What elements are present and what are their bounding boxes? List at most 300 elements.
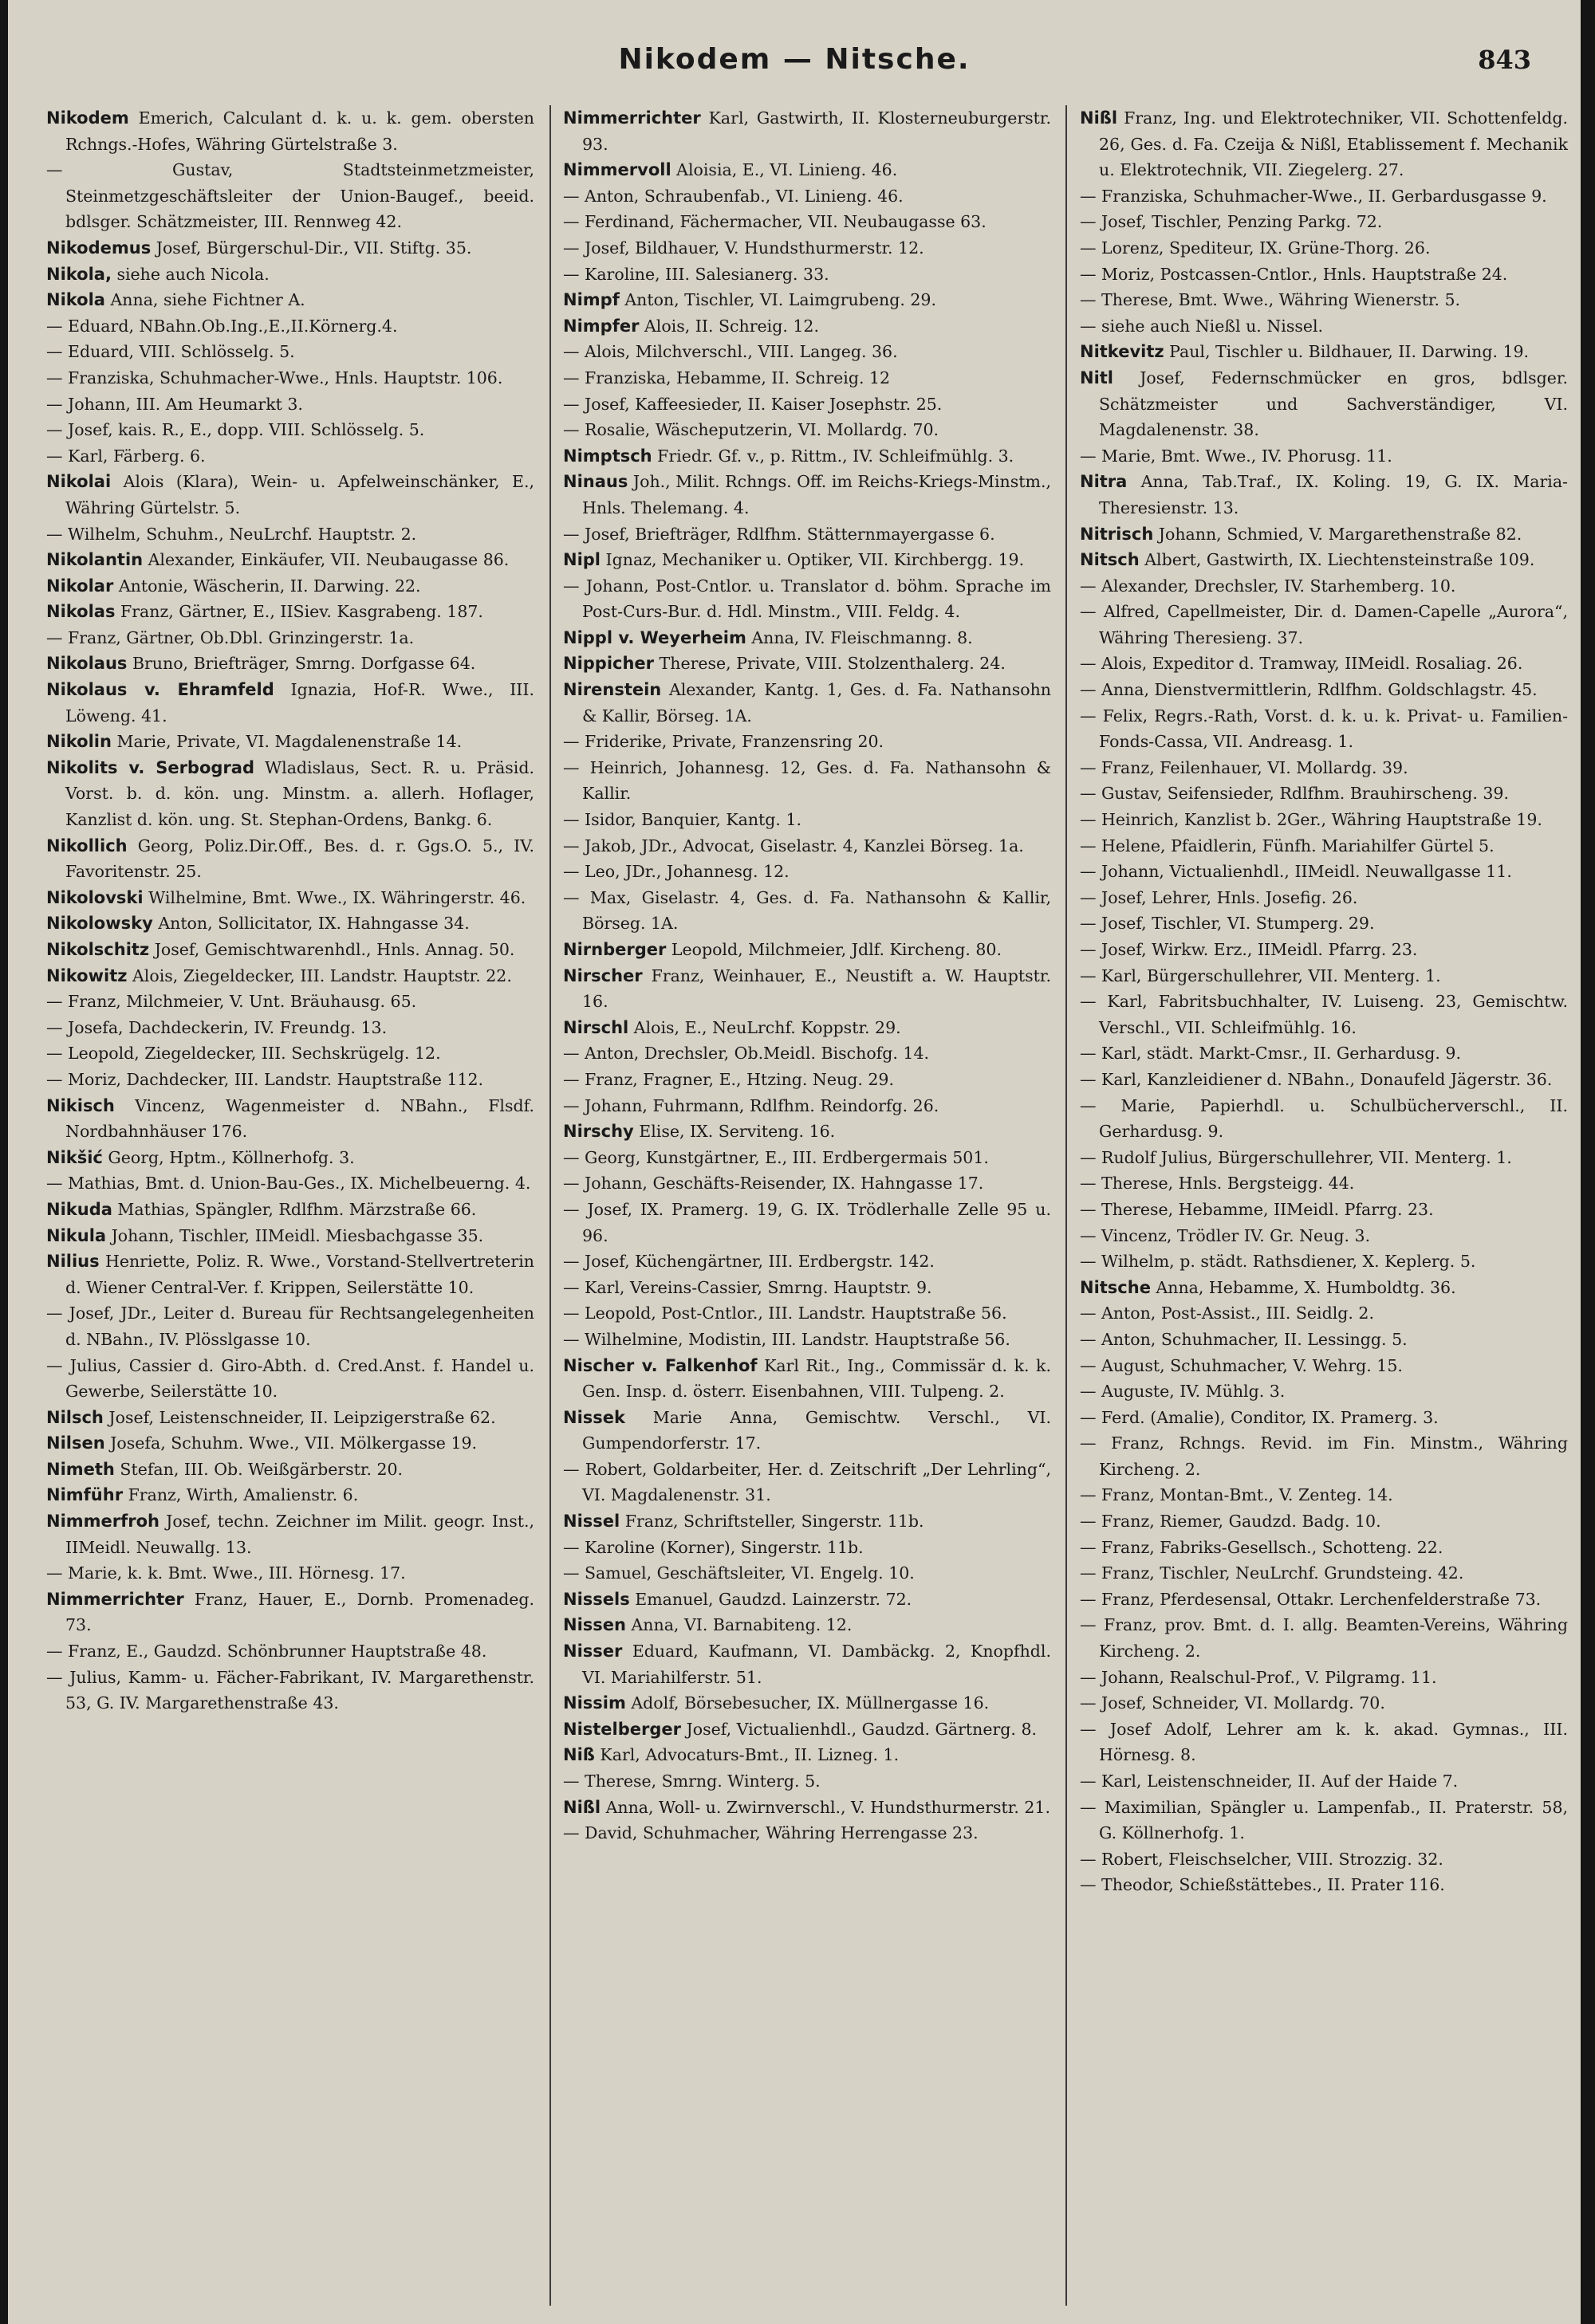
entry-text: — Anton, Schraubenfab., VI. Linieng. 46. — [563, 186, 904, 206]
directory-entry — [46, 1223, 534, 1249]
entry-text: Karl, Advocaturs-Bmt., II. Lizneg. 1. — [594, 1745, 900, 1765]
directory-entry — [563, 1249, 1051, 1275]
entry-text: — Franz, Tischler, NeuLrchf. Grundsteing. 42. — [1080, 1563, 1464, 1583]
directory-entry — [563, 625, 1051, 651]
entry-text: — Robert, Fleischselcher, VIII. Strozzig. 32. — [1080, 1849, 1443, 1869]
directory-entry — [1080, 1040, 1568, 1067]
directory-entry — [46, 1457, 534, 1483]
entry-text: — Karoline (Korner), Singerstr. 11b. — [563, 1537, 864, 1557]
entry-text: — Karl, Fabritsbuchhalter, IV. Luiseng. 23, Gemischtw. Verschl., VII. Schleifmühlg. 16. — [1080, 992, 1568, 1037]
directory-entry — [1080, 1716, 1568, 1768]
entry-text: — Wilhelm, p. städt. Rathsdiener, X. Keplerg. 5. — [1080, 1252, 1476, 1272]
entry-text: — Karl, städt. Markt-Cmsr., II. Gerhardusg. 9. — [1080, 1044, 1461, 1064]
entry-surname: Nikola, — [46, 264, 112, 284]
entry-text: Josef, Victualienhdl., Gaudzd. Gärtnerg. 8. — [681, 1719, 1038, 1739]
directory-entry — [1080, 521, 1568, 548]
directory-entry — [1080, 807, 1568, 833]
entry-text: Friedr. Gf. v., p. Rittm., IV. Schleifmühlg. 3. — [652, 446, 1014, 466]
directory-entry — [46, 910, 534, 937]
directory-entry — [1080, 1535, 1568, 1561]
entry-surname: Nissek — [563, 1407, 625, 1427]
entry-text: — Gustav, Seifensieder, Rdlfhm. Brauhirscheng. 39. — [1080, 784, 1509, 804]
directory-entry — [563, 1093, 1051, 1119]
entry-text: — Franziska, Schuhmacher-Wwe., II. Gerbardusgasse 9. — [1080, 186, 1547, 206]
entry-text: — Ferd. (Amalie), Conditor, IX. Pramerg. 3. — [1080, 1407, 1439, 1427]
entry-text: — Auguste, IV. Mühlg. 3. — [1080, 1382, 1286, 1402]
entry-text: — Moriz, Postcassen-Cntlor., Hnls. Hauptstraße 24. — [1080, 264, 1508, 284]
entry-surname: Nilsch — [46, 1407, 104, 1427]
entry-surname: Nikisch — [46, 1095, 115, 1115]
directory-entry — [46, 235, 534, 261]
column-3 — [1080, 105, 1568, 2306]
directory-entry — [563, 1508, 1051, 1535]
entry-surname: Nitsche — [1080, 1277, 1151, 1297]
entry-text: — Franz, Milchmeier, V. Unt. Bräuhausg. 65. — [46, 992, 417, 1012]
entry-surname: Nissim — [563, 1693, 626, 1713]
directory-entry — [46, 1665, 534, 1716]
directory-entry — [563, 651, 1051, 677]
entry-text: — Robert, Goldarbeiter, Her. d. Zeitschrift „Der Lehrling“, VI. Magdalenenstr. 31. — [563, 1459, 1051, 1505]
directory-entry — [46, 599, 534, 625]
directory-entry — [1080, 573, 1568, 600]
entry-text: — Marie, k. k. Bmt. Wwe., III. Hörnesg. 17. — [46, 1563, 406, 1583]
entry-text: — Johann, Victualienhdl., IIMeidl. Neuwallgasse 11. — [1080, 862, 1512, 882]
directory-entry — [1080, 339, 1568, 365]
directory-entry — [563, 1768, 1051, 1795]
directory-entry — [563, 443, 1051, 470]
entry-surname: Nikowitz — [46, 965, 128, 985]
entry-surname: Nißl — [563, 1797, 601, 1817]
directory-entry — [563, 1690, 1051, 1716]
entry-text: — Mathias, Bmt. d. Union-Bau-Ges., IX. Michelbeuerng. 4. — [46, 1174, 531, 1193]
directory-entry — [563, 937, 1051, 963]
directory-entry — [1080, 859, 1568, 885]
entry-text: Albert, Gastwirth, IX. Liechtensteinstraße 109. — [1139, 550, 1535, 570]
columns — [46, 105, 1569, 2306]
entry-text: — Franz, Fragner, E., Htzing. Neug. 29. — [563, 1069, 894, 1089]
directory-entry — [46, 417, 534, 443]
entry-text: Anna, IV. Fleischmanng. 8. — [746, 627, 973, 647]
entry-surname: Nimmerrichter — [563, 108, 701, 128]
entry-text: — Franz, Feilenhauer, VI. Mollardg. 39. — [1080, 757, 1408, 777]
directory-entry — [563, 1015, 1051, 1041]
directory-entry — [46, 1197, 534, 1223]
directory-entry — [1080, 469, 1568, 521]
directory-entry — [46, 1015, 534, 1041]
entry-text: Marie Anna, Gemischtw. Verschl., VI. Gumpendorferstr. 17. — [582, 1407, 1051, 1453]
directory-entry — [46, 1093, 534, 1145]
entry-text: — Julius, Cassier d. Giro-Abth. d. Cred.Anst. f. Handel u. Gewerbe, Seilerstätte 10. — [46, 1355, 534, 1402]
entry-surname: Nikolaus — [46, 654, 128, 674]
entry-surname: Nikodem — [46, 108, 129, 128]
entry-text: — Felix, Regrs.-Rath, Vorst. d. k. u. k. Privat- u. Familien-Fonds-Cassa, VII. Andreasg. 1. — [1080, 706, 1568, 752]
column-divider — [1065, 105, 1067, 2306]
entry-text: — Georg, Kunstgärtner, E., III. Erdbergermais 501. — [563, 1147, 989, 1167]
directory-entry — [46, 755, 534, 833]
directory-entry — [46, 651, 534, 677]
running-head: Nikodem — Nitsche. — [618, 43, 971, 76]
entry-text: — Josef, Tischler, VI. Stumperg. 29. — [1080, 914, 1375, 934]
entry-text: Alois, E., NeuLrchf. Koppstr. 29. — [628, 1017, 901, 1037]
directory-entry — [563, 183, 1051, 210]
entry-text: — Karl, Kanzleidiener d. NBahn., Donaufeld Jägerstr. 36. — [1080, 1069, 1553, 1089]
entry-surname: Nikolowsky — [46, 914, 153, 934]
entry-text: — Eduard, NBahn.Ob.Ing.,E.,II.Körnerg.4. — [46, 316, 398, 336]
entry-text: — Leopold, Ziegeldecker, III. Sechskrügelg. 12. — [46, 1044, 441, 1064]
directory-entry — [46, 1040, 534, 1067]
directory-entry — [46, 547, 534, 573]
entry-text: — Anton, Schuhmacher, II. Lessingg. 5. — [1080, 1329, 1408, 1349]
directory-entry — [1080, 1508, 1568, 1535]
entry-text: — Karoline, III. Salesianerg. 33. — [563, 264, 829, 284]
directory-entry — [1080, 1223, 1568, 1249]
entry-surname: Nimpfer — [563, 316, 640, 336]
entry-text: Joh., Milit. Rchngs. Off. im Reichs-Kriegs-Minstm., Hnls. Thelemang. 4. — [582, 472, 1051, 517]
entry-text: — Ferdinand, Fächermacher, VII. Neubaugasse 63. — [563, 212, 987, 232]
directory-entry — [563, 261, 1051, 288]
entry-text: Anna, Woll- u. Zwirnverschl., V. Hundsthurmerstr. 21. — [601, 1797, 1050, 1817]
directory-entry — [1080, 1327, 1568, 1353]
directory-entry — [1080, 1275, 1568, 1301]
entry-text: — Franz, Montan-Bmt., V. Zenteg. 14. — [1080, 1485, 1393, 1505]
directory-entry — [46, 1405, 534, 1431]
directory-entry — [563, 1067, 1051, 1093]
column-1 — [46, 105, 534, 2306]
entry-text: — Josef, JDr., Leiter d. Bureau für Rechtsangelegenheiten d. NBahn., IV. Plösslgasse 10. — [46, 1304, 534, 1349]
directory-entry — [563, 1587, 1051, 1613]
directory-entry — [46, 1482, 534, 1508]
entry-text: — Franz, Rchngs. Revid. im Fin. Minstm., Währing Kircheng. 2. — [1080, 1433, 1568, 1479]
directory-entry — [1080, 1768, 1568, 1795]
entry-text: — Johann, Fuhrmann, Rdlfhm. Reindorfg. 26. — [563, 1095, 939, 1115]
entry-text: — Karl, Vereins-Cassier, Smrng. Hauptstr. 9. — [563, 1277, 932, 1297]
entry-surname: Nikšić — [46, 1147, 103, 1167]
entry-text: Karl Rit., Ing., Commissär d. k. k. Gen. Insp. d. österr. Eisenbahnen, VIII. Tulpeng. 2. — [582, 1355, 1051, 1402]
directory-entry — [1080, 677, 1568, 703]
entry-text: Josefa, Schuhm. Wwe., VII. Mölkergasse 19. — [104, 1433, 478, 1453]
entry-surname: Nikolantin — [46, 550, 144, 570]
entry-text: — August, Schuhmacher, V. Wehrg. 15. — [1080, 1355, 1403, 1375]
directory-entry — [46, 521, 534, 548]
directory-entry — [1080, 1612, 1568, 1664]
entry-surname: Nippicher — [563, 654, 655, 674]
directory-entry — [46, 391, 534, 418]
entry-text: Franz, Wirth, Amalienstr. 6. — [123, 1485, 359, 1505]
entry-text: Alois (Klara), Wein- u. Apfelweinschänker, E., Währing Gürtelstr. 5. — [65, 472, 534, 517]
directory-entry — [1080, 1846, 1568, 1873]
entry-surname: Nimeth — [46, 1459, 115, 1479]
directory-entry — [1080, 910, 1568, 937]
directory-entry — [563, 1716, 1051, 1743]
entry-text: Mathias, Spängler, Rdlfhm. Märzstraße 66. — [112, 1199, 477, 1219]
directory-entry — [46, 339, 534, 365]
directory-entry — [563, 1327, 1051, 1353]
directory-entry — [46, 677, 534, 729]
entry-surname: Nirschy — [563, 1122, 634, 1142]
directory-entry — [46, 1300, 534, 1352]
entry-text: — Rudolf Julius, Bürgerschullehrer, VII. Menterg. 1. — [1080, 1147, 1512, 1167]
directory-entry — [563, 677, 1051, 729]
entry-text: — Anton, Post-Assist., III. Seidlg. 2. — [1080, 1304, 1374, 1323]
entry-text: Josef, Gemischtwarenhdl., Hnls. Annag. 50. — [149, 940, 515, 959]
entry-surname: Nikolin — [46, 732, 112, 752]
directory-entry — [1080, 1795, 1568, 1846]
entry-text: — Karl, Bürgerschullehrer, VII. Menterg. 1. — [1080, 965, 1441, 985]
entry-text: — Alois, Milchverschl., VIII. Langeg. 36. — [563, 342, 898, 362]
entry-text: Marie, Private, VI. Magdalenenstraße 14. — [111, 732, 463, 752]
directory-entry — [1080, 833, 1568, 859]
entry-surname: Nimptsch — [563, 446, 652, 466]
entry-surname: Nipl — [563, 550, 601, 570]
directory-entry — [1080, 209, 1568, 235]
entry-text: — Josef, Kaffeesieder, II. Kaiser Josephstr. 25. — [563, 394, 943, 414]
entry-surname: Nistelberger — [563, 1719, 682, 1739]
entry-surname: Nikolaus v. Ehramfeld — [46, 680, 274, 700]
entry-text: — Max, Giselastr. 4, Ges. d. Fa. Nathansohn & Kallir, Börseg. 1A. — [563, 887, 1051, 934]
directory-entry — [563, 1119, 1051, 1145]
entry-text: — Josef, IX. Pramerg. 19, G. IX. Trödlerhalle Zelle 95 u. 96. — [563, 1199, 1051, 1245]
entry-surname: Nitsch — [1080, 550, 1140, 570]
directory-entry — [1080, 1067, 1568, 1093]
entry-text: — Alfred, Capellmeister, Dir. d. Damen-Capelle „Aurora“, Währing Theresieng. 37. — [1080, 602, 1568, 647]
directory-entry — [563, 859, 1051, 885]
entry-surname: Nirschl — [563, 1017, 629, 1037]
entry-surname: Niß — [563, 1745, 595, 1765]
directory-entry — [563, 1170, 1051, 1197]
directory-entry — [1080, 1665, 1568, 1691]
directory-entry — [563, 1405, 1051, 1457]
entry-text: — Johann, Realschul-Prof., V. Pilgramg. 11. — [1080, 1667, 1437, 1687]
directory-entry — [46, 365, 534, 391]
directory-entry — [563, 547, 1051, 573]
entry-text: Anna, Hebamme, X. Humboldtg. 36. — [1150, 1277, 1456, 1297]
entry-surname: Nisser — [563, 1642, 623, 1661]
directory-entry — [563, 1145, 1051, 1171]
entry-text: Stefan, III. Ob. Weißgärberstr. 20. — [114, 1459, 404, 1479]
entry-surname: Nikola — [46, 290, 105, 310]
directory-entry — [1080, 1093, 1568, 1145]
directory-entry — [1080, 755, 1568, 781]
directory-entry — [1080, 1197, 1568, 1223]
entry-text: Franz, Weinhauer, E., Neustift a. W. Hauptstr. 16. — [582, 965, 1051, 1012]
entry-text: — Franziska, Hebamme, II. Schreig. 12 — [563, 368, 891, 387]
directory-entry — [563, 391, 1051, 418]
entry-text: — Wilhelm, Schuhm., NeuLrchf. Hauptstr. 2. — [46, 524, 417, 544]
directory-entry — [563, 1040, 1051, 1067]
entry-text: Georg, Hptm., Köllnerhofg. 3. — [102, 1147, 355, 1167]
entry-text: Alois, Ziegeldecker, III. Landstr. Hauptstr. 22. — [127, 965, 512, 985]
entry-text: Alois, II. Schreig. 12. — [639, 316, 819, 336]
directory-entry — [1080, 261, 1568, 288]
entry-text: Anton, Sollicitator, IX. Hahngasse 34. — [152, 914, 470, 934]
directory-entry — [1080, 443, 1568, 470]
directory-entry — [563, 1560, 1051, 1587]
entry-text: Ignazia, Hof-R. Wwe., III. Löweng. 41. — [65, 680, 534, 726]
entry-text: Ignaz, Mechaniker u. Optiker, VII. Kirchbergg. 19. — [601, 550, 1025, 570]
entry-text: Anna, siehe Fichtner A. — [104, 290, 305, 310]
entry-text: Anna, VI. Barnabiteng. 12. — [625, 1615, 853, 1635]
entry-text: — Wilhelmine, Modistin, III. Landstr. Hauptstraße 56. — [563, 1329, 1010, 1349]
directory-entry — [1080, 235, 1568, 261]
entry-surname: Nitra — [1080, 472, 1128, 492]
entry-text: — Franz, prov. Bmt. d. I. allg. Beamten-Vereins, Währing Kircheng. 2. — [1080, 1615, 1568, 1661]
directory-entry — [563, 807, 1051, 833]
entry-text: — Leopold, Post-Cntlor., III. Landstr. Hauptstraße 56. — [563, 1304, 1007, 1323]
entry-text: — Franz, Pferdesensal, Ottakr. Lerchenfelderstraße 73. — [1080, 1589, 1542, 1609]
entry-text: — Josef, Küchengärtner, III. Erdbergstr. 142. — [563, 1252, 935, 1272]
entry-text: — Gustav, Stadtsteinmetzmeister, Steinmetzgeschäftsleiter der Union-Baugef., beeid. bdlsger. Schätzmeister, III. Rennweg 42. — [46, 160, 534, 232]
directory-entry — [46, 1353, 534, 1405]
directory-entry — [563, 1742, 1051, 1768]
entry-surname: Nippl v. Weyerheim — [563, 627, 746, 647]
entry-surname: Nitl — [1080, 368, 1114, 387]
directory-entry — [1080, 1430, 1568, 1482]
entry-text: Josef, Federnschmücker en gros, bdlsger. Schätzmeister und Sachverständiger, VI. Magdalenenstr. 38. — [1099, 368, 1568, 440]
entry-surname: Nimmerrichter — [46, 1589, 184, 1609]
directory-entry — [1080, 599, 1568, 651]
entry-surname: Nikula — [46, 1225, 107, 1245]
directory-entry — [46, 1560, 534, 1587]
directory-entry — [46, 729, 534, 755]
entry-surname: Nikolar — [46, 576, 114, 596]
entry-text: — Johann, III. Am Heumarkt 3. — [46, 394, 303, 414]
entry-text: — Isidor, Banquier, Kantg. 1. — [563, 810, 802, 830]
directory-entry — [46, 1249, 534, 1300]
directory-entry — [1080, 547, 1568, 573]
directory-entry — [46, 963, 534, 989]
directory-entry — [563, 209, 1051, 235]
directory-entry — [1080, 885, 1568, 911]
directory-entry — [1080, 1690, 1568, 1716]
entry-text: — Jakob, JDr., Advocat, Giselastr. 4, Kanzlei Börseg. 1a. — [563, 836, 1024, 855]
entry-text: Alexander, Einkäufer, VII. Neubaugasse 86. — [143, 550, 510, 570]
directory-entry — [563, 521, 1051, 548]
entry-text: — Alois, Expeditor d. Tramway, IIMeidl. Rosaliag. 26. — [1080, 654, 1523, 674]
entry-text: — Josef, Tischler, Penzing Parkg. 72. — [1080, 212, 1383, 232]
directory-entry — [46, 885, 534, 911]
page-number: 843 — [1478, 45, 1531, 75]
entry-text: Emanuel, Gaudzd. Lainzerstr. 72. — [629, 1589, 912, 1609]
directory-entry — [1080, 1872, 1568, 1898]
entry-surname: Nissels — [563, 1589, 630, 1609]
entry-text: — Johann, Geschäfts-Reisender, IX. Hahngasse 17. — [563, 1174, 984, 1193]
entry-text: — Heinrich, Kanzlist b. 2Ger., Währing Hauptstraße 19. — [1080, 810, 1542, 830]
entry-text: — Anna, Dienstvermittlerin, Rdlfhm. Goldschlagstr. 45. — [1080, 680, 1538, 700]
entry-surname: Nirscher — [563, 965, 643, 985]
entry-text: — Moriz, Dachdecker, III. Landstr. Hauptstraße 112. — [46, 1069, 484, 1089]
directory-entry — [1080, 651, 1568, 677]
entry-surname: Nikolschitz — [46, 940, 150, 959]
entry-text: — Leo, JDr., Johannesg. 12. — [563, 862, 790, 882]
entry-text: Franz, Gärtner, E., IISiev. Kasgrabeng. 187. — [115, 602, 483, 622]
entry-text: Josef, Leistenschneider, II. Leipzigerstraße 62. — [103, 1407, 496, 1427]
entry-text: Wladislaus, Sect. R. u. Präsid. Vorst. b. d. kön. ung. Minstm. a. allerh. Hoflager, Kanzlist d. kön. ung. St. Stephan-Ordens, Bankg. 6. — [65, 757, 534, 830]
entry-text: — Josef, Briefträger, Rdlfhm. Stätternmayergasse 6. — [563, 524, 995, 544]
entry-text: — Josef, kais. R., E., dopp. VIII. Schlösselg. 5. — [46, 420, 425, 440]
entry-surname: Nilius — [46, 1252, 100, 1272]
entry-surname: Nimführ — [46, 1485, 124, 1505]
directory-entry — [563, 469, 1051, 521]
directory-entry — [1080, 183, 1568, 210]
entry-text: — siehe auch Nießl u. Nissel. — [1080, 316, 1324, 336]
directory-entry — [1080, 105, 1568, 183]
entry-text: Vincenz, Wagenmeister d. NBahn., Flsdf. Nordbahnhäuser 176. — [65, 1095, 534, 1142]
entry-text: Anton, Tischler, VI. Laimgrubeng. 29. — [619, 290, 936, 310]
directory-entry — [1080, 989, 1568, 1040]
directory-entry — [563, 105, 1051, 157]
entry-text: Adolf, Börsebesucher, IX. Müllnergasse 16. — [625, 1693, 990, 1713]
directory-entry — [1080, 1170, 1568, 1197]
entry-text: Josef, techn. Zeichner im Milit. geogr. Inst., IIMeidl. Neuwallg. 13. — [65, 1512, 534, 1557]
directory-entry — [46, 937, 534, 963]
entry-text: Anna, Tab.Traf., IX. Koling. 19, G. IX. Maria-Theresienstr. 13. — [1099, 472, 1568, 517]
entry-text: Antonie, Wäscherin, II. Darwing. 22. — [113, 576, 421, 596]
directory-entry — [46, 313, 534, 340]
directory-entry — [1080, 1587, 1568, 1613]
entry-surname: Ninaus — [563, 472, 628, 492]
directory-entry — [1080, 1405, 1568, 1431]
directory-entry — [563, 235, 1051, 261]
directory-entry — [563, 313, 1051, 340]
entry-surname: Nikollich — [46, 836, 128, 855]
directory-entry — [563, 365, 1051, 391]
entry-text: Leopold, Milchmeier, Jdlf. Kircheng. 80. — [666, 940, 1002, 959]
entry-text: Aloisia, E., VI. Linieng. 46. — [671, 160, 898, 180]
entry-text: — Johann, Post-Cntlor. u. Translator d. böhm. Sprache im Post-Curs-Bur. d. Hdl. Minstm., VIII. Feldg. 4. — [563, 576, 1051, 622]
directory-entry — [563, 1300, 1051, 1327]
entry-text: Emerich, Calculant d. k. u. k. gem. obersten Rchngs.-Hofes, Währing Gürtelstraße 3. — [65, 108, 534, 154]
directory-entry — [563, 287, 1051, 313]
entry-text: Wilhelmine, Bmt. Wwe., IX. Währingerstr. 46. — [143, 887, 526, 907]
directory-entry — [1080, 1353, 1568, 1379]
entry-surname: Nißl — [1080, 108, 1118, 128]
entry-surname: Nikolai — [46, 472, 112, 492]
column-2 — [563, 105, 1051, 2306]
entry-text: — Josef, Lehrer, Hnls. Josefig. 26. — [1080, 887, 1358, 907]
directory-entry — [46, 443, 534, 470]
entry-text: — Vincenz, Trödler IV. Gr. Neug. 3. — [1080, 1225, 1371, 1245]
column-divider — [549, 105, 551, 2306]
entry-surname: Nikuda — [46, 1199, 112, 1219]
entry-text: — Julius, Kamm- u. Fächer-Fabrikant, IV. Margarethenstr. 53, G. IV. Margarethenstraße 43. — [46, 1667, 534, 1713]
directory-entry — [1080, 1300, 1568, 1327]
directory-entry — [46, 989, 534, 1015]
directory-entry — [563, 963, 1051, 1015]
entry-surname: Nischer v. Falkenhof — [563, 1355, 758, 1375]
entry-text: — Karl, Färberg. 6. — [46, 446, 206, 466]
directory-entry — [563, 1353, 1051, 1405]
entry-text: — Alexander, Drechsler, IV. Starhemberg. 10. — [1080, 576, 1456, 596]
directory-entry — [46, 1067, 534, 1093]
directory-entry — [1080, 1378, 1568, 1405]
entry-text: — Samuel, Geschäftsleiter, VI. Engelg. 10. — [563, 1563, 915, 1583]
entry-text: Alexander, Kantg. 1, Ges. d. Fa. Nathansohn & Kallir, Börseg. 1A. — [582, 680, 1051, 726]
entry-surname: Nirenstein — [563, 680, 662, 700]
entry-surname: Nikodemus — [46, 238, 152, 258]
entry-text: Paul, Tischler u. Bildhauer, II. Darwing. 19. — [1164, 342, 1530, 362]
entry-text: Johann, Tischler, IIMeidl. Miesbachgasse 35. — [106, 1225, 484, 1245]
entry-text: Therese, Private, VIII. Stolzenthalerg. 24. — [654, 654, 1006, 674]
entry-text: — Friderike, Private, Franzensring 20. — [563, 732, 884, 752]
entry-text: Eduard, Kaufmann, VI. Dambäckg. 2, Knopfhdl. VI. Mariahilferstr. 51. — [582, 1642, 1051, 1687]
entry-text: — Heinrich, Johannesg. 12, Ges. d. Fa. Nathansohn & Kallir. — [563, 757, 1051, 804]
entry-surname: Nikolits v. Serbograd — [46, 757, 254, 777]
entry-surname: Nitkevitz — [1080, 342, 1164, 362]
entry-surname: Nilsen — [46, 1433, 105, 1453]
entry-text: — Josef Adolf, Lehrer am k. k. akad. Gymnas., III. Hörnesg. 8. — [1080, 1719, 1568, 1765]
entry-text: — Lorenz, Spediteur, IX. Grüne-Thorg. 26. — [1080, 238, 1431, 258]
directory-entry — [1080, 313, 1568, 340]
